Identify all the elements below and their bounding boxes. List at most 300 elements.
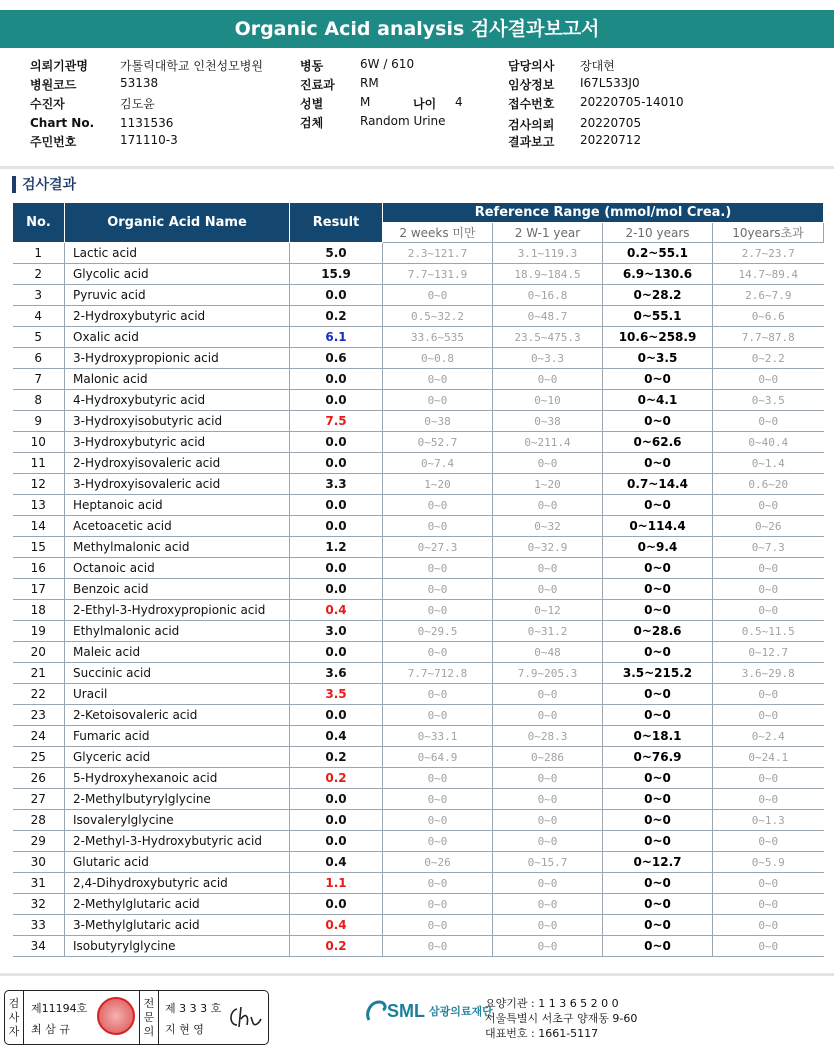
ref-2-10years: 0~0 bbox=[603, 684, 713, 705]
ref-2-10years: 0~76.9 bbox=[603, 747, 713, 768]
table-row bbox=[13, 684, 824, 705]
result-value: 5.0 bbox=[290, 243, 383, 264]
table-row bbox=[13, 663, 824, 684]
ref-2w-1year: 0~3.3 bbox=[493, 348, 603, 369]
result-value: 0.0 bbox=[290, 285, 383, 306]
lab-phone: 대표번호 : 1661-5117 bbox=[485, 1027, 599, 1040]
row-number: 33 bbox=[13, 915, 65, 936]
acid-name: Acetoacetic acid bbox=[65, 516, 290, 537]
table-row bbox=[13, 243, 824, 264]
signature-icon bbox=[227, 1003, 263, 1031]
acid-name: 3-Hydroxypropionic acid bbox=[65, 348, 290, 369]
ref-2-10years: 0~0 bbox=[603, 810, 713, 831]
row-number: 10 bbox=[13, 432, 65, 453]
table-row bbox=[13, 936, 824, 957]
ref-2weeks: 0~0 bbox=[383, 558, 493, 579]
result-value: 0.0 bbox=[290, 579, 383, 600]
ref-10years: 0~26 bbox=[713, 516, 824, 537]
result-value: 0.0 bbox=[290, 642, 383, 663]
ref-2-10years: 0~9.4 bbox=[603, 537, 713, 558]
result-value: 0.0 bbox=[290, 810, 383, 831]
ref-2w-1year: 0~0 bbox=[493, 915, 603, 936]
acid-name: 5-Hydroxyhexanoic acid bbox=[65, 768, 290, 789]
patient-info bbox=[0, 55, 834, 165]
result-value: 3.0 bbox=[290, 621, 383, 642]
ref-2weeks: 0~0 bbox=[383, 810, 493, 831]
col-name-header: Organic Acid Name bbox=[65, 203, 290, 243]
chart-value: 1131536 bbox=[120, 116, 174, 130]
row-number: 13 bbox=[13, 495, 65, 516]
ref-2weeks: 33.6~535 bbox=[383, 327, 493, 348]
table-row bbox=[13, 495, 824, 516]
row-number: 2 bbox=[13, 264, 65, 285]
ref-2-10years: 0~0 bbox=[603, 558, 713, 579]
result-value: 3.5 bbox=[290, 684, 383, 705]
acid-name: 3-Hydroxyisovaleric acid bbox=[65, 474, 290, 495]
acid-name: 2,4-Dihydroxybutyric acid bbox=[65, 873, 290, 894]
result-value: 0.4 bbox=[290, 600, 383, 621]
result-value: 0.0 bbox=[290, 705, 383, 726]
ref-2-10years: 0~18.1 bbox=[603, 726, 713, 747]
result-value: 0.0 bbox=[290, 369, 383, 390]
table-row bbox=[13, 453, 824, 474]
ref-2weeks: 0~0 bbox=[383, 873, 493, 894]
table-row bbox=[13, 747, 824, 768]
ref-2-10years: 0~0 bbox=[603, 642, 713, 663]
ref-2weeks: 0~0 bbox=[383, 705, 493, 726]
code-value: 53138 bbox=[120, 76, 159, 90]
acid-name: Glyceric acid bbox=[65, 747, 290, 768]
reception-value: 20220705-14010 bbox=[580, 95, 684, 109]
ref-2w-1year: 0~286 bbox=[493, 747, 603, 768]
ref-2-10years: 0.2~55.1 bbox=[603, 243, 713, 264]
acid-name: Maleic acid bbox=[65, 642, 290, 663]
table-row bbox=[13, 474, 824, 495]
ref-2w-1year: 0~0 bbox=[493, 831, 603, 852]
ref-10years: 0~0 bbox=[713, 915, 824, 936]
acid-name: 2-Methylglutaric acid bbox=[65, 894, 290, 915]
ref-2-10years: 0~0 bbox=[603, 936, 713, 957]
ref-2-10years: 6.9~130.6 bbox=[603, 264, 713, 285]
ref-2-10years: 0~28.6 bbox=[603, 621, 713, 642]
row-number: 4 bbox=[13, 306, 65, 327]
ref-2weeks: 0~0.8 bbox=[383, 348, 493, 369]
ref-2weeks: 1~20 bbox=[383, 474, 493, 495]
ref-2-10years: 0~12.7 bbox=[603, 852, 713, 873]
row-number: 11 bbox=[13, 453, 65, 474]
table-row bbox=[13, 600, 824, 621]
ref-10years: 0~24.1 bbox=[713, 747, 824, 768]
ref-2weeks: 0~0 bbox=[383, 495, 493, 516]
doctor-label: 담당의사 bbox=[508, 59, 555, 73]
table-row bbox=[13, 579, 824, 600]
ref-10years: 0~0 bbox=[713, 789, 824, 810]
acid-name: 2-Methylbutyrylglycine bbox=[65, 789, 290, 810]
row-number: 30 bbox=[13, 852, 65, 873]
ref-2-10years: 0~62.6 bbox=[603, 432, 713, 453]
ref-2w-1year: 0~32 bbox=[493, 516, 603, 537]
ref-2weeks: 0~0 bbox=[383, 831, 493, 852]
section-bar bbox=[12, 176, 16, 193]
ref-2-10years: 0~0 bbox=[603, 453, 713, 474]
table-row bbox=[13, 768, 824, 789]
report-date-label: 결과보고 bbox=[508, 135, 555, 149]
ref-2weeks: 0~0 bbox=[383, 768, 493, 789]
ref-2w-1year: 0~0 bbox=[493, 495, 603, 516]
table-row bbox=[13, 726, 824, 747]
dept-label: 진료과 bbox=[300, 78, 335, 92]
ref-2-10years: 0~28.2 bbox=[603, 285, 713, 306]
row-number: 16 bbox=[13, 558, 65, 579]
result-value: 1.2 bbox=[290, 537, 383, 558]
divider bbox=[0, 166, 834, 169]
table-row bbox=[13, 873, 824, 894]
seal-stamp bbox=[97, 997, 135, 1035]
ref-2weeks: 0~29.5 bbox=[383, 621, 493, 642]
row-number: 17 bbox=[13, 579, 65, 600]
ref-2-10years: 0~0 bbox=[603, 915, 713, 936]
ref-2-10years: 0~0 bbox=[603, 768, 713, 789]
specialist-name: 지 현 영 bbox=[165, 1023, 204, 1036]
org-name: 삼광의료재단 bbox=[429, 1005, 493, 1018]
acid-name: 2-Methyl-3-Hydroxybutyric acid bbox=[65, 831, 290, 852]
specialist-vertical-label bbox=[139, 991, 159, 1044]
reception-label: 접수번호 bbox=[508, 97, 555, 111]
ref-10years: 7.7~87.8 bbox=[713, 327, 824, 348]
ref-2weeks: 0~38 bbox=[383, 411, 493, 432]
lab-address bbox=[485, 996, 637, 1041]
report-date-value: 20220712 bbox=[580, 133, 642, 147]
table-row bbox=[13, 348, 824, 369]
table-row bbox=[13, 537, 824, 558]
ref-10years: 0~2.4 bbox=[713, 726, 824, 747]
ref-2w-1year: 1~20 bbox=[493, 474, 603, 495]
result-value: 0.2 bbox=[290, 306, 383, 327]
ref-2weeks: 0~27.3 bbox=[383, 537, 493, 558]
acid-name: Malonic acid bbox=[65, 369, 290, 390]
result-value: 7.5 bbox=[290, 411, 383, 432]
row-number: 22 bbox=[13, 684, 65, 705]
table-row bbox=[13, 852, 824, 873]
acid-name: Octanoic acid bbox=[65, 558, 290, 579]
row-number: 27 bbox=[13, 789, 65, 810]
table-row bbox=[13, 789, 824, 810]
ref-2-10years: 0~0 bbox=[603, 369, 713, 390]
ward-value: 6W / 610 bbox=[360, 57, 415, 71]
row-number: 32 bbox=[13, 894, 65, 915]
ref-2w-1year: 0~0 bbox=[493, 684, 603, 705]
ref-2weeks: 0~0 bbox=[383, 936, 493, 957]
doctor-value: 장대현 bbox=[580, 59, 615, 73]
acid-name: Ethylmalonic acid bbox=[65, 621, 290, 642]
acid-name: Fumaric acid bbox=[65, 726, 290, 747]
ref-2w-1year: 23.5~475.3 bbox=[493, 327, 603, 348]
ref-2weeks: 0~26 bbox=[383, 852, 493, 873]
table-row bbox=[13, 558, 824, 579]
ref-2w-1year: 0~0 bbox=[493, 789, 603, 810]
row-number: 21 bbox=[13, 663, 65, 684]
row-number: 24 bbox=[13, 726, 65, 747]
row-number: 3 bbox=[13, 285, 65, 306]
ref-2-10years: 0~114.4 bbox=[603, 516, 713, 537]
ref-2w-1year: 0~16.8 bbox=[493, 285, 603, 306]
acid-name: 3-Hydroxyisobutyric acid bbox=[65, 411, 290, 432]
request-value: 20220705 bbox=[580, 116, 642, 130]
ref-2w-1year: 0~48 bbox=[493, 642, 603, 663]
acid-name: 2-Hydroxyisovaleric acid bbox=[65, 453, 290, 474]
result-value: 0.6 bbox=[290, 348, 383, 369]
ref-sub-header: 10years초과 bbox=[713, 223, 824, 243]
sml-logo-text: SML bbox=[387, 1000, 425, 1021]
table-row bbox=[13, 369, 824, 390]
result-value: 0.0 bbox=[290, 453, 383, 474]
ref-10years: 0~0 bbox=[713, 684, 824, 705]
ref-10years: 0~0 bbox=[713, 873, 824, 894]
row-number: 9 bbox=[13, 411, 65, 432]
ref-2w-1year: 0~10 bbox=[493, 390, 603, 411]
ref-2weeks: 0~64.9 bbox=[383, 747, 493, 768]
ref-sub-header: 2 W-1 year bbox=[493, 223, 603, 243]
ref-2weeks: 0~0 bbox=[383, 369, 493, 390]
ref-10years: 0~1.4 bbox=[713, 453, 824, 474]
ref-2weeks: 0~0 bbox=[383, 579, 493, 600]
sml-logo bbox=[365, 998, 493, 1024]
ref-2-10years: 0~0 bbox=[603, 789, 713, 810]
ref-2w-1year: 0~0 bbox=[493, 369, 603, 390]
row-number: 23 bbox=[13, 705, 65, 726]
acid-name: Lactic acid bbox=[65, 243, 290, 264]
result-value: 0.0 bbox=[290, 789, 383, 810]
rrn-value: 171110-3 bbox=[120, 133, 178, 147]
result-value: 1.1 bbox=[290, 873, 383, 894]
row-number: 5 bbox=[13, 327, 65, 348]
row-number: 19 bbox=[13, 621, 65, 642]
tester-char: 사 bbox=[8, 1010, 20, 1024]
ref-2weeks: 0~0 bbox=[383, 789, 493, 810]
table-row bbox=[13, 894, 824, 915]
ref-2w-1year: 0~48.7 bbox=[493, 306, 603, 327]
request-label: 검사의뢰 bbox=[508, 118, 555, 132]
acid-name: 2-Hydroxybutyric acid bbox=[65, 306, 290, 327]
acid-name: Oxalic acid bbox=[65, 327, 290, 348]
ref-2w-1year: 3.1~119.3 bbox=[493, 243, 603, 264]
ref-2-10years: 0~55.1 bbox=[603, 306, 713, 327]
row-number: 1 bbox=[13, 243, 65, 264]
ref-2w-1year: 0~211.4 bbox=[493, 432, 603, 453]
age-value: 4 bbox=[455, 95, 463, 109]
acid-name: 3-Methylglutaric acid bbox=[65, 915, 290, 936]
ref-2weeks: 0~0 bbox=[383, 915, 493, 936]
specialist-char: 의 bbox=[143, 1024, 155, 1038]
code-label: 병원코드 bbox=[30, 78, 77, 92]
ref-2w-1year: 0~0 bbox=[493, 579, 603, 600]
result-value: 0.0 bbox=[290, 390, 383, 411]
result-value: 0.2 bbox=[290, 936, 383, 957]
acid-name: Isobutyrylglycine bbox=[65, 936, 290, 957]
ref-10years: 0~40.4 bbox=[713, 432, 824, 453]
ref-10years: 0~0 bbox=[713, 495, 824, 516]
section-header bbox=[12, 175, 76, 193]
result-value: 0.2 bbox=[290, 747, 383, 768]
acid-name: 2-Ketoisovaleric acid bbox=[65, 705, 290, 726]
ref-sub-header: 2-10 years bbox=[603, 223, 713, 243]
footer-divider bbox=[0, 973, 834, 976]
hospital-value: 가톨릭대학교 인천성모병원 bbox=[120, 59, 263, 73]
tester-char: 자 bbox=[8, 1024, 20, 1038]
acid-name: 3-Hydroxybutyric acid bbox=[65, 432, 290, 453]
row-number: 28 bbox=[13, 810, 65, 831]
ref-10years: 0~2.2 bbox=[713, 348, 824, 369]
ref-2weeks: 0~0 bbox=[383, 600, 493, 621]
ref-2w-1year: 18.9~184.5 bbox=[493, 264, 603, 285]
ref-2weeks: 2.3~121.7 bbox=[383, 243, 493, 264]
ref-10years: 0~0 bbox=[713, 768, 824, 789]
row-number: 14 bbox=[13, 516, 65, 537]
col-no-header: No. bbox=[13, 203, 65, 243]
row-number: 8 bbox=[13, 390, 65, 411]
row-number: 34 bbox=[13, 936, 65, 957]
ref-2weeks: 0~7.4 bbox=[383, 453, 493, 474]
result-value: 0.4 bbox=[290, 915, 383, 936]
table-row bbox=[13, 621, 824, 642]
row-number: 6 bbox=[13, 348, 65, 369]
acid-name: Pyruvic acid bbox=[65, 285, 290, 306]
table-row bbox=[13, 327, 824, 348]
ref-10years: 0~1.3 bbox=[713, 810, 824, 831]
table-row bbox=[13, 411, 824, 432]
ref-10years: 0~0 bbox=[713, 579, 824, 600]
row-number: 20 bbox=[13, 642, 65, 663]
result-value: 0.4 bbox=[290, 852, 383, 873]
ref-10years: 14.7~89.4 bbox=[713, 264, 824, 285]
ref-10years: 0~0 bbox=[713, 369, 824, 390]
ref-2-10years: 0~0 bbox=[603, 600, 713, 621]
ref-10years: 3.6~29.8 bbox=[713, 663, 824, 684]
clinical-label: 임상정보 bbox=[508, 78, 555, 92]
report-title: Organic Acid analysis 검사결과보고서 bbox=[0, 10, 834, 48]
acid-name: Benzoic acid bbox=[65, 579, 290, 600]
table-row bbox=[13, 915, 824, 936]
result-value: 0.0 bbox=[290, 894, 383, 915]
row-number: 15 bbox=[13, 537, 65, 558]
acid-name: Methylmalonic acid bbox=[65, 537, 290, 558]
row-number: 7 bbox=[13, 369, 65, 390]
section-title: 검사결과 bbox=[22, 177, 77, 193]
ref-10years: 0~0 bbox=[713, 894, 824, 915]
result-value: 0.0 bbox=[290, 831, 383, 852]
result-value: 0.0 bbox=[290, 558, 383, 579]
ref-2-10years: 0~0 bbox=[603, 495, 713, 516]
ref-10years: 0.6~20 bbox=[713, 474, 824, 495]
col-ref-header: Reference Range (mmol/mol Crea.) bbox=[383, 203, 824, 223]
row-number: 12 bbox=[13, 474, 65, 495]
ref-2-10years: 0~0 bbox=[603, 894, 713, 915]
ref-2w-1year: 0~0 bbox=[493, 894, 603, 915]
lab-address-line: 서울특별시 서초구 양재동 9-60 bbox=[485, 1012, 638, 1025]
table-row bbox=[13, 285, 824, 306]
ref-10years: 2.6~7.9 bbox=[713, 285, 824, 306]
ref-2-10years: 0~0 bbox=[603, 831, 713, 852]
age-label: 나이 bbox=[413, 97, 437, 111]
specialist-license: 제 3 3 3 호 bbox=[165, 1002, 222, 1015]
sml-logo-icon bbox=[365, 998, 387, 1024]
ref-10years: 0~0 bbox=[713, 600, 824, 621]
table-row bbox=[13, 810, 824, 831]
ref-10years: 0.5~11.5 bbox=[713, 621, 824, 642]
ref-2weeks: 0~52.7 bbox=[383, 432, 493, 453]
result-value: 3.3 bbox=[290, 474, 383, 495]
ref-2w-1year: 0~0 bbox=[493, 873, 603, 894]
ref-10years: 0~0 bbox=[713, 411, 824, 432]
ref-2-10years: 10.6~258.9 bbox=[603, 327, 713, 348]
specimen-value: Random Urine bbox=[360, 114, 446, 128]
tester-license: 제11194호 bbox=[31, 1002, 88, 1015]
ref-2weeks: 0~0 bbox=[383, 516, 493, 537]
ref-10years: 0~5.9 bbox=[713, 852, 824, 873]
clinical-value: I67L533J0 bbox=[580, 76, 640, 90]
ref-2w-1year: 0~0 bbox=[493, 705, 603, 726]
row-number: 29 bbox=[13, 831, 65, 852]
result-value: 6.1 bbox=[290, 327, 383, 348]
ref-2-10years: 0.7~14.4 bbox=[603, 474, 713, 495]
ref-2-10years: 0~4.1 bbox=[603, 390, 713, 411]
table-row bbox=[13, 390, 824, 411]
row-number: 25 bbox=[13, 747, 65, 768]
acid-name: Glutaric acid bbox=[65, 852, 290, 873]
ref-2w-1year: 0~0 bbox=[493, 453, 603, 474]
result-value: 0.0 bbox=[290, 516, 383, 537]
acid-name: 4-Hydroxybutyric acid bbox=[65, 390, 290, 411]
ref-10years: 0~0 bbox=[713, 558, 824, 579]
ref-10years: 0~0 bbox=[713, 705, 824, 726]
ref-2w-1year: 0~32.9 bbox=[493, 537, 603, 558]
ref-10years: 2.7~23.7 bbox=[713, 243, 824, 264]
ward-label: 병동 bbox=[300, 59, 324, 73]
hospital-label: 의뢰기관명 bbox=[30, 59, 88, 73]
row-number: 31 bbox=[13, 873, 65, 894]
result-value: 0.0 bbox=[290, 432, 383, 453]
tester-char: 검 bbox=[8, 996, 20, 1010]
specimen-label: 검체 bbox=[300, 116, 324, 130]
acid-name: Isovalerylglycine bbox=[65, 810, 290, 831]
rrn-label: 주민번호 bbox=[30, 135, 77, 149]
tester-name: 최 삼 규 bbox=[31, 1023, 70, 1036]
acid-name: Glycolic acid bbox=[65, 264, 290, 285]
ref-2w-1year: 0~15.7 bbox=[493, 852, 603, 873]
ref-2-10years: 0~0 bbox=[603, 705, 713, 726]
ref-2w-1year: 0~31.2 bbox=[493, 621, 603, 642]
ref-10years: 0~12.7 bbox=[713, 642, 824, 663]
result-value: 15.9 bbox=[290, 264, 383, 285]
ref-2w-1year: 0~0 bbox=[493, 768, 603, 789]
ref-10years: 0~0 bbox=[713, 936, 824, 957]
acid-name: Succinic acid bbox=[65, 663, 290, 684]
table-row bbox=[13, 432, 824, 453]
ref-2weeks: 0.5~32.2 bbox=[383, 306, 493, 327]
ref-2weeks: 7.7~712.8 bbox=[383, 663, 493, 684]
result-value: 0.2 bbox=[290, 768, 383, 789]
result-value: 3.6 bbox=[290, 663, 383, 684]
ref-2w-1year: 0~0 bbox=[493, 558, 603, 579]
table-row bbox=[13, 264, 824, 285]
table-row bbox=[13, 831, 824, 852]
chart-label: Chart No. bbox=[30, 116, 95, 130]
ref-2weeks: 0~0 bbox=[383, 390, 493, 411]
acid-name: 2-Ethyl-3-Hydroxypropionic acid bbox=[65, 600, 290, 621]
ref-2-10years: 3.5~215.2 bbox=[603, 663, 713, 684]
sex-label: 성별 bbox=[300, 97, 324, 111]
ref-2w-1year: 0~12 bbox=[493, 600, 603, 621]
